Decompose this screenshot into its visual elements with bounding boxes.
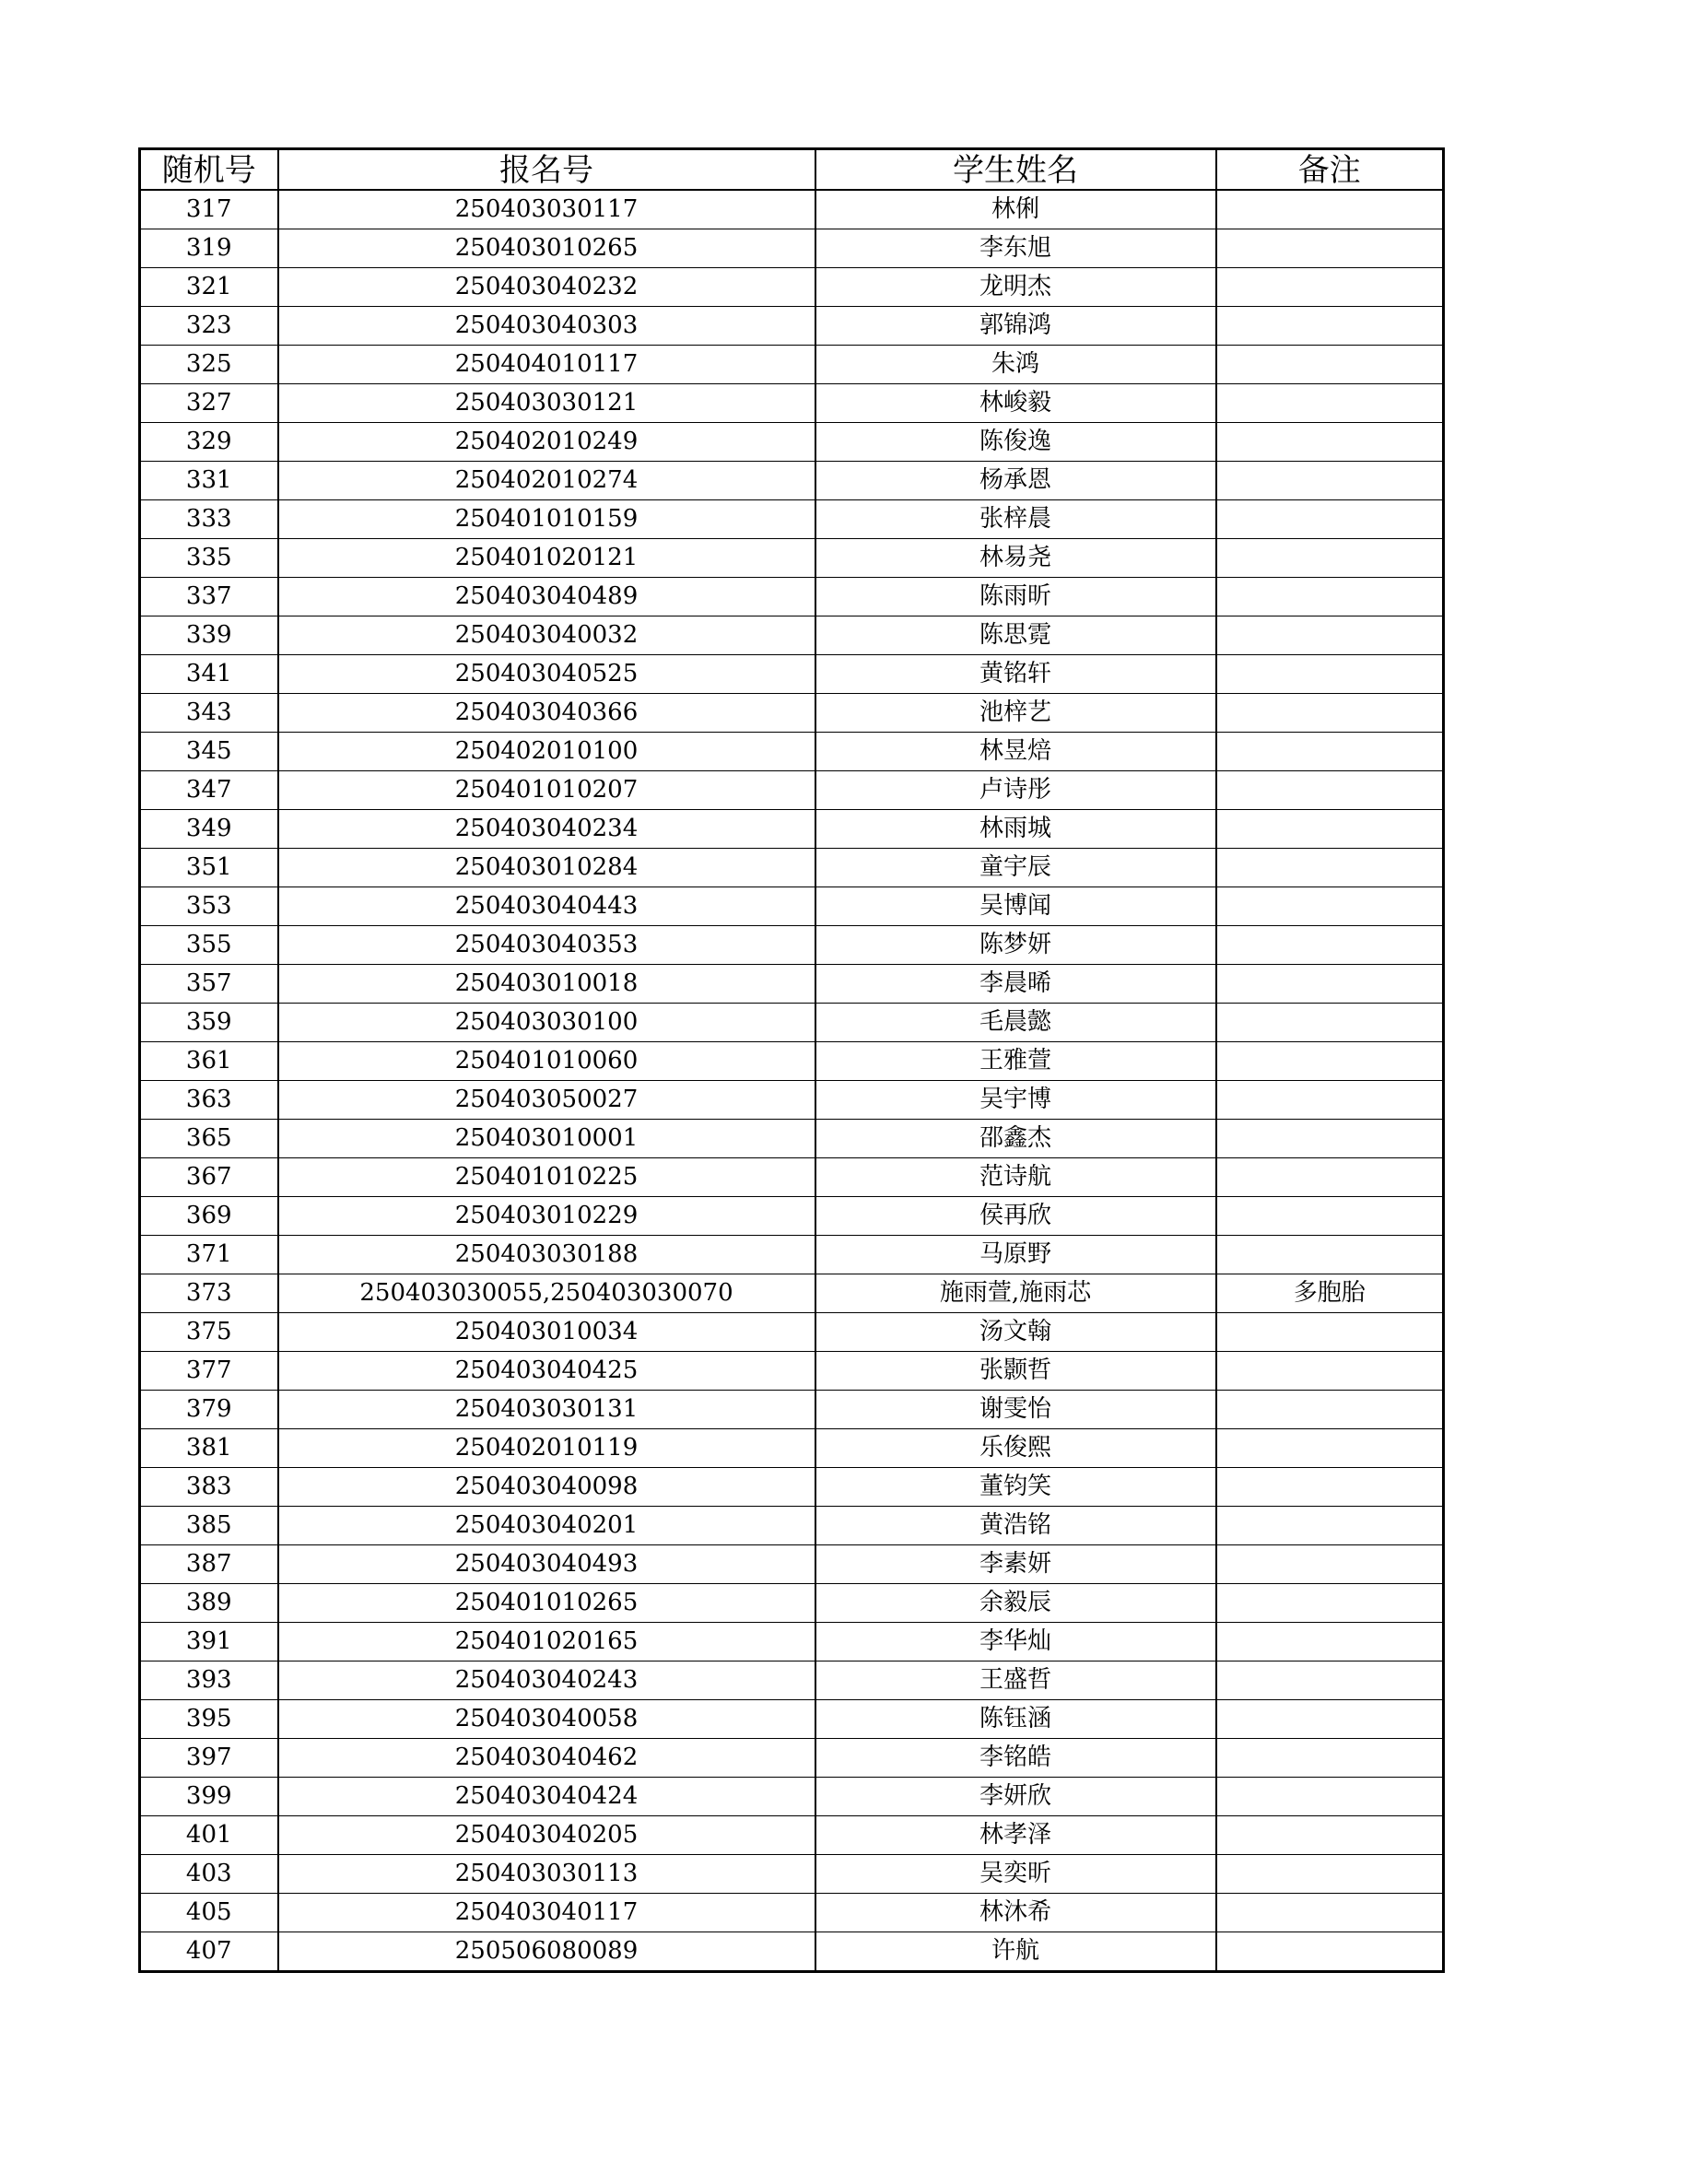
cell-remarks bbox=[1216, 190, 1444, 229]
cell-registration-no: 250403030188 bbox=[278, 1236, 815, 1274]
cell-remarks bbox=[1216, 462, 1444, 500]
cell-student-name: 吴奕昕 bbox=[815, 1855, 1216, 1894]
cell-random-no: 325 bbox=[140, 346, 278, 384]
cell-registration-no: 250403040425 bbox=[278, 1352, 815, 1391]
table-row bbox=[140, 384, 1444, 423]
header-random-no: 随机号 bbox=[140, 149, 278, 191]
cell-registration-no: 250403010018 bbox=[278, 965, 815, 1004]
cell-remarks bbox=[1216, 1081, 1444, 1120]
cell-random-no: 349 bbox=[140, 810, 278, 849]
cell-random-no: 407 bbox=[140, 1932, 278, 1972]
cell-registration-no: 250403040205 bbox=[278, 1816, 815, 1855]
cell-student-name: 林峻毅 bbox=[815, 384, 1216, 423]
table-row bbox=[140, 926, 1444, 965]
table-row bbox=[140, 1855, 1444, 1894]
cell-registration-no: 250403040366 bbox=[278, 694, 815, 733]
table-row bbox=[140, 1352, 1444, 1391]
cell-random-no: 403 bbox=[140, 1855, 278, 1894]
cell-random-no: 355 bbox=[140, 926, 278, 965]
cell-registration-no: 250403050027 bbox=[278, 1081, 815, 1120]
table-row bbox=[140, 1274, 1444, 1313]
cell-remarks bbox=[1216, 500, 1444, 539]
cell-remarks bbox=[1216, 578, 1444, 616]
cell-random-no: 329 bbox=[140, 423, 278, 462]
table-row bbox=[140, 346, 1444, 384]
cell-student-name: 董钧笑 bbox=[815, 1468, 1216, 1507]
cell-registration-no: 250401010060 bbox=[278, 1042, 815, 1081]
cell-registration-no: 250401010159 bbox=[278, 500, 815, 539]
cell-student-name: 杨承恩 bbox=[815, 462, 1216, 500]
cell-student-name: 毛晨懿 bbox=[815, 1004, 1216, 1042]
cell-student-name: 吴宇博 bbox=[815, 1081, 1216, 1120]
table-row bbox=[140, 190, 1444, 229]
table-row bbox=[140, 229, 1444, 268]
cell-remarks bbox=[1216, 1429, 1444, 1468]
cell-remarks: 多胞胎 bbox=[1216, 1274, 1444, 1313]
table-row bbox=[140, 423, 1444, 462]
cell-registration-no: 250403030100 bbox=[278, 1004, 815, 1042]
cell-student-name: 林雨城 bbox=[815, 810, 1216, 849]
cell-registration-no: 250506080089 bbox=[278, 1932, 815, 1972]
table-row bbox=[140, 810, 1444, 849]
cell-random-no: 401 bbox=[140, 1816, 278, 1855]
cell-registration-no: 250401010225 bbox=[278, 1158, 815, 1197]
cell-student-name: 朱鸿 bbox=[815, 346, 1216, 384]
cell-registration-no: 250403040232 bbox=[278, 268, 815, 307]
cell-student-name: 黄铭轩 bbox=[815, 655, 1216, 694]
table-row bbox=[140, 694, 1444, 733]
table-row bbox=[140, 1081, 1444, 1120]
table-row bbox=[140, 965, 1444, 1004]
cell-remarks bbox=[1216, 539, 1444, 578]
cell-student-name: 许航 bbox=[815, 1932, 1216, 1972]
cell-random-no: 361 bbox=[140, 1042, 278, 1081]
cell-student-name: 谢雯怡 bbox=[815, 1391, 1216, 1429]
cell-registration-no: 250403040493 bbox=[278, 1545, 815, 1584]
cell-random-no: 357 bbox=[140, 965, 278, 1004]
table-row bbox=[140, 1894, 1444, 1932]
table-row bbox=[140, 1236, 1444, 1274]
cell-random-no: 359 bbox=[140, 1004, 278, 1042]
cell-registration-no: 250403040424 bbox=[278, 1778, 815, 1816]
cell-registration-no: 250401020121 bbox=[278, 539, 815, 578]
cell-random-no: 363 bbox=[140, 1081, 278, 1120]
cell-student-name: 范诗航 bbox=[815, 1158, 1216, 1197]
table-row bbox=[140, 1739, 1444, 1778]
table-row bbox=[140, 500, 1444, 539]
table-row bbox=[140, 1197, 1444, 1236]
table-row bbox=[140, 1004, 1444, 1042]
cell-remarks bbox=[1216, 694, 1444, 733]
table-row bbox=[140, 1120, 1444, 1158]
cell-registration-no: 250403030113 bbox=[278, 1855, 815, 1894]
table-row bbox=[140, 462, 1444, 500]
cell-remarks bbox=[1216, 1623, 1444, 1661]
cell-random-no: 337 bbox=[140, 578, 278, 616]
header-student-name: 学生姓名 bbox=[815, 149, 1216, 191]
cell-random-no: 341 bbox=[140, 655, 278, 694]
student-roster-table bbox=[138, 147, 1445, 1973]
table-row bbox=[140, 539, 1444, 578]
cell-random-no: 393 bbox=[140, 1661, 278, 1700]
cell-remarks bbox=[1216, 1855, 1444, 1894]
cell-remarks bbox=[1216, 229, 1444, 268]
cell-random-no: 395 bbox=[140, 1700, 278, 1739]
cell-remarks bbox=[1216, 616, 1444, 655]
cell-remarks bbox=[1216, 965, 1444, 1004]
cell-student-name: 陈梦妍 bbox=[815, 926, 1216, 965]
table-row bbox=[140, 1545, 1444, 1584]
cell-random-no: 323 bbox=[140, 307, 278, 346]
cell-remarks bbox=[1216, 268, 1444, 307]
cell-random-no: 331 bbox=[140, 462, 278, 500]
cell-random-no: 369 bbox=[140, 1197, 278, 1236]
cell-remarks bbox=[1216, 771, 1444, 810]
header-row bbox=[140, 149, 1444, 191]
header-remarks: 备注 bbox=[1216, 149, 1444, 191]
cell-registration-no: 250403030117 bbox=[278, 190, 815, 229]
cell-remarks bbox=[1216, 733, 1444, 771]
cell-registration-no: 250401010265 bbox=[278, 1584, 815, 1623]
cell-student-name: 郭锦鸿 bbox=[815, 307, 1216, 346]
cell-random-no: 373 bbox=[140, 1274, 278, 1313]
cell-student-name: 陈雨昕 bbox=[815, 578, 1216, 616]
cell-registration-no: 250403040525 bbox=[278, 655, 815, 694]
cell-registration-no: 250403040243 bbox=[278, 1661, 815, 1700]
cell-registration-no: 250402010249 bbox=[278, 423, 815, 462]
cell-random-no: 389 bbox=[140, 1584, 278, 1623]
cell-random-no: 351 bbox=[140, 849, 278, 887]
cell-random-no: 387 bbox=[140, 1545, 278, 1584]
cell-remarks bbox=[1216, 849, 1444, 887]
table-row bbox=[140, 1661, 1444, 1700]
cell-remarks bbox=[1216, 423, 1444, 462]
cell-random-no: 345 bbox=[140, 733, 278, 771]
cell-random-no: 343 bbox=[140, 694, 278, 733]
cell-student-name: 林孝泽 bbox=[815, 1816, 1216, 1855]
cell-random-no: 339 bbox=[140, 616, 278, 655]
cell-registration-no: 250403010284 bbox=[278, 849, 815, 887]
cell-student-name: 施雨萱,施雨芯 bbox=[815, 1274, 1216, 1313]
cell-random-no: 353 bbox=[140, 887, 278, 926]
cell-student-name: 张颢哲 bbox=[815, 1352, 1216, 1391]
cell-random-no: 379 bbox=[140, 1391, 278, 1429]
cell-student-name: 张梓晨 bbox=[815, 500, 1216, 539]
cell-registration-no: 250401020165 bbox=[278, 1623, 815, 1661]
cell-random-no: 319 bbox=[140, 229, 278, 268]
cell-registration-no: 250403040058 bbox=[278, 1700, 815, 1739]
cell-student-name: 余毅辰 bbox=[815, 1584, 1216, 1623]
cell-registration-no: 250403010001 bbox=[278, 1120, 815, 1158]
cell-registration-no: 250402010119 bbox=[278, 1429, 815, 1468]
table-row bbox=[140, 655, 1444, 694]
cell-registration-no: 250403040462 bbox=[278, 1739, 815, 1778]
cell-remarks bbox=[1216, 1313, 1444, 1352]
cell-remarks bbox=[1216, 346, 1444, 384]
cell-remarks bbox=[1216, 1700, 1444, 1739]
cell-student-name: 马原野 bbox=[815, 1236, 1216, 1274]
cell-student-name: 陈俊逸 bbox=[815, 423, 1216, 462]
cell-student-name: 王盛哲 bbox=[815, 1661, 1216, 1700]
cell-remarks bbox=[1216, 1932, 1444, 1972]
table-body bbox=[140, 190, 1444, 1972]
cell-registration-no: 250403040117 bbox=[278, 1894, 815, 1932]
cell-random-no: 365 bbox=[140, 1120, 278, 1158]
table-row bbox=[140, 1507, 1444, 1545]
cell-student-name: 黄浩铭 bbox=[815, 1507, 1216, 1545]
cell-random-no: 333 bbox=[140, 500, 278, 539]
cell-remarks bbox=[1216, 887, 1444, 926]
cell-registration-no: 250403030131 bbox=[278, 1391, 815, 1429]
cell-student-name: 吴博闻 bbox=[815, 887, 1216, 926]
table-row bbox=[140, 887, 1444, 926]
cell-registration-no: 250403040303 bbox=[278, 307, 815, 346]
table-row bbox=[140, 1158, 1444, 1197]
cell-remarks bbox=[1216, 384, 1444, 423]
cell-random-no: 399 bbox=[140, 1778, 278, 1816]
table-row bbox=[140, 1468, 1444, 1507]
cell-random-no: 377 bbox=[140, 1352, 278, 1391]
cell-remarks bbox=[1216, 810, 1444, 849]
cell-student-name: 池梓艺 bbox=[815, 694, 1216, 733]
cell-random-no: 335 bbox=[140, 539, 278, 578]
cell-remarks bbox=[1216, 1042, 1444, 1081]
cell-registration-no: 250401010207 bbox=[278, 771, 815, 810]
cell-registration-no: 250403040489 bbox=[278, 578, 815, 616]
cell-remarks bbox=[1216, 1197, 1444, 1236]
table-row bbox=[140, 1932, 1444, 1972]
cell-registration-no: 250402010274 bbox=[278, 462, 815, 500]
table-row bbox=[140, 849, 1444, 887]
table-row bbox=[140, 1429, 1444, 1468]
cell-registration-no: 250403030121 bbox=[278, 384, 815, 423]
cell-registration-no: 250403030055,250403030070 bbox=[278, 1274, 815, 1313]
cell-student-name: 龙明杰 bbox=[815, 268, 1216, 307]
cell-remarks bbox=[1216, 1894, 1444, 1932]
table-row bbox=[140, 733, 1444, 771]
cell-random-no: 347 bbox=[140, 771, 278, 810]
table-row bbox=[140, 1623, 1444, 1661]
cell-student-name: 李华灿 bbox=[815, 1623, 1216, 1661]
cell-random-no: 391 bbox=[140, 1623, 278, 1661]
cell-remarks bbox=[1216, 1739, 1444, 1778]
cell-remarks bbox=[1216, 1661, 1444, 1700]
table-row bbox=[140, 1391, 1444, 1429]
cell-student-name: 陈钰涵 bbox=[815, 1700, 1216, 1739]
table-row bbox=[140, 771, 1444, 810]
table-row bbox=[140, 1778, 1444, 1816]
cell-remarks bbox=[1216, 926, 1444, 965]
cell-student-name: 陈思霓 bbox=[815, 616, 1216, 655]
cell-remarks bbox=[1216, 1507, 1444, 1545]
cell-student-name: 李东旭 bbox=[815, 229, 1216, 268]
cell-registration-no: 250403040234 bbox=[278, 810, 815, 849]
cell-student-name: 乐俊熙 bbox=[815, 1429, 1216, 1468]
cell-random-no: 371 bbox=[140, 1236, 278, 1274]
cell-random-no: 405 bbox=[140, 1894, 278, 1932]
cell-remarks bbox=[1216, 1004, 1444, 1042]
cell-registration-no: 250403040098 bbox=[278, 1468, 815, 1507]
header-registration-no: 报名号 bbox=[278, 149, 815, 191]
cell-registration-no: 250403010034 bbox=[278, 1313, 815, 1352]
cell-student-name: 侯再欣 bbox=[815, 1197, 1216, 1236]
table-header bbox=[140, 149, 1444, 191]
table-row bbox=[140, 1816, 1444, 1855]
cell-random-no: 381 bbox=[140, 1429, 278, 1468]
cell-student-name: 童宇辰 bbox=[815, 849, 1216, 887]
cell-registration-no: 250402010100 bbox=[278, 733, 815, 771]
cell-remarks bbox=[1216, 1120, 1444, 1158]
cell-registration-no: 250403010265 bbox=[278, 229, 815, 268]
cell-random-no: 375 bbox=[140, 1313, 278, 1352]
cell-student-name: 林俐 bbox=[815, 190, 1216, 229]
cell-random-no: 383 bbox=[140, 1468, 278, 1507]
table-row bbox=[140, 1042, 1444, 1081]
table-row bbox=[140, 1700, 1444, 1739]
cell-remarks bbox=[1216, 1468, 1444, 1507]
cell-remarks bbox=[1216, 1816, 1444, 1855]
table-row bbox=[140, 268, 1444, 307]
cell-remarks bbox=[1216, 1352, 1444, 1391]
cell-random-no: 327 bbox=[140, 384, 278, 423]
cell-random-no: 367 bbox=[140, 1158, 278, 1197]
table-row bbox=[140, 616, 1444, 655]
cell-remarks bbox=[1216, 1158, 1444, 1197]
cell-registration-no: 250403040201 bbox=[278, 1507, 815, 1545]
cell-student-name: 李铭皓 bbox=[815, 1739, 1216, 1778]
cell-remarks bbox=[1216, 1778, 1444, 1816]
cell-random-no: 321 bbox=[140, 268, 278, 307]
table-row bbox=[140, 1584, 1444, 1623]
cell-registration-no: 250403040032 bbox=[278, 616, 815, 655]
table-row bbox=[140, 307, 1444, 346]
cell-remarks bbox=[1216, 1236, 1444, 1274]
cell-registration-no: 250403040443 bbox=[278, 887, 815, 926]
cell-remarks bbox=[1216, 1545, 1444, 1584]
cell-student-name: 林沐希 bbox=[815, 1894, 1216, 1932]
cell-student-name: 卢诗彤 bbox=[815, 771, 1216, 810]
cell-random-no: 317 bbox=[140, 190, 278, 229]
cell-student-name: 王雅萱 bbox=[815, 1042, 1216, 1081]
cell-student-name: 李妍欣 bbox=[815, 1778, 1216, 1816]
cell-student-name: 汤文翰 bbox=[815, 1313, 1216, 1352]
cell-student-name: 李素妍 bbox=[815, 1545, 1216, 1584]
cell-remarks bbox=[1216, 307, 1444, 346]
cell-student-name: 林易尧 bbox=[815, 539, 1216, 578]
table-row bbox=[140, 578, 1444, 616]
cell-student-name: 李晨晞 bbox=[815, 965, 1216, 1004]
cell-random-no: 397 bbox=[140, 1739, 278, 1778]
cell-student-name: 林昱焙 bbox=[815, 733, 1216, 771]
cell-registration-no: 250403010229 bbox=[278, 1197, 815, 1236]
cell-remarks bbox=[1216, 1584, 1444, 1623]
cell-registration-no: 250403040353 bbox=[278, 926, 815, 965]
cell-remarks bbox=[1216, 1391, 1444, 1429]
cell-student-name: 邵鑫杰 bbox=[815, 1120, 1216, 1158]
cell-remarks bbox=[1216, 655, 1444, 694]
table-row bbox=[140, 1313, 1444, 1352]
cell-random-no: 385 bbox=[140, 1507, 278, 1545]
cell-registration-no: 250404010117 bbox=[278, 346, 815, 384]
